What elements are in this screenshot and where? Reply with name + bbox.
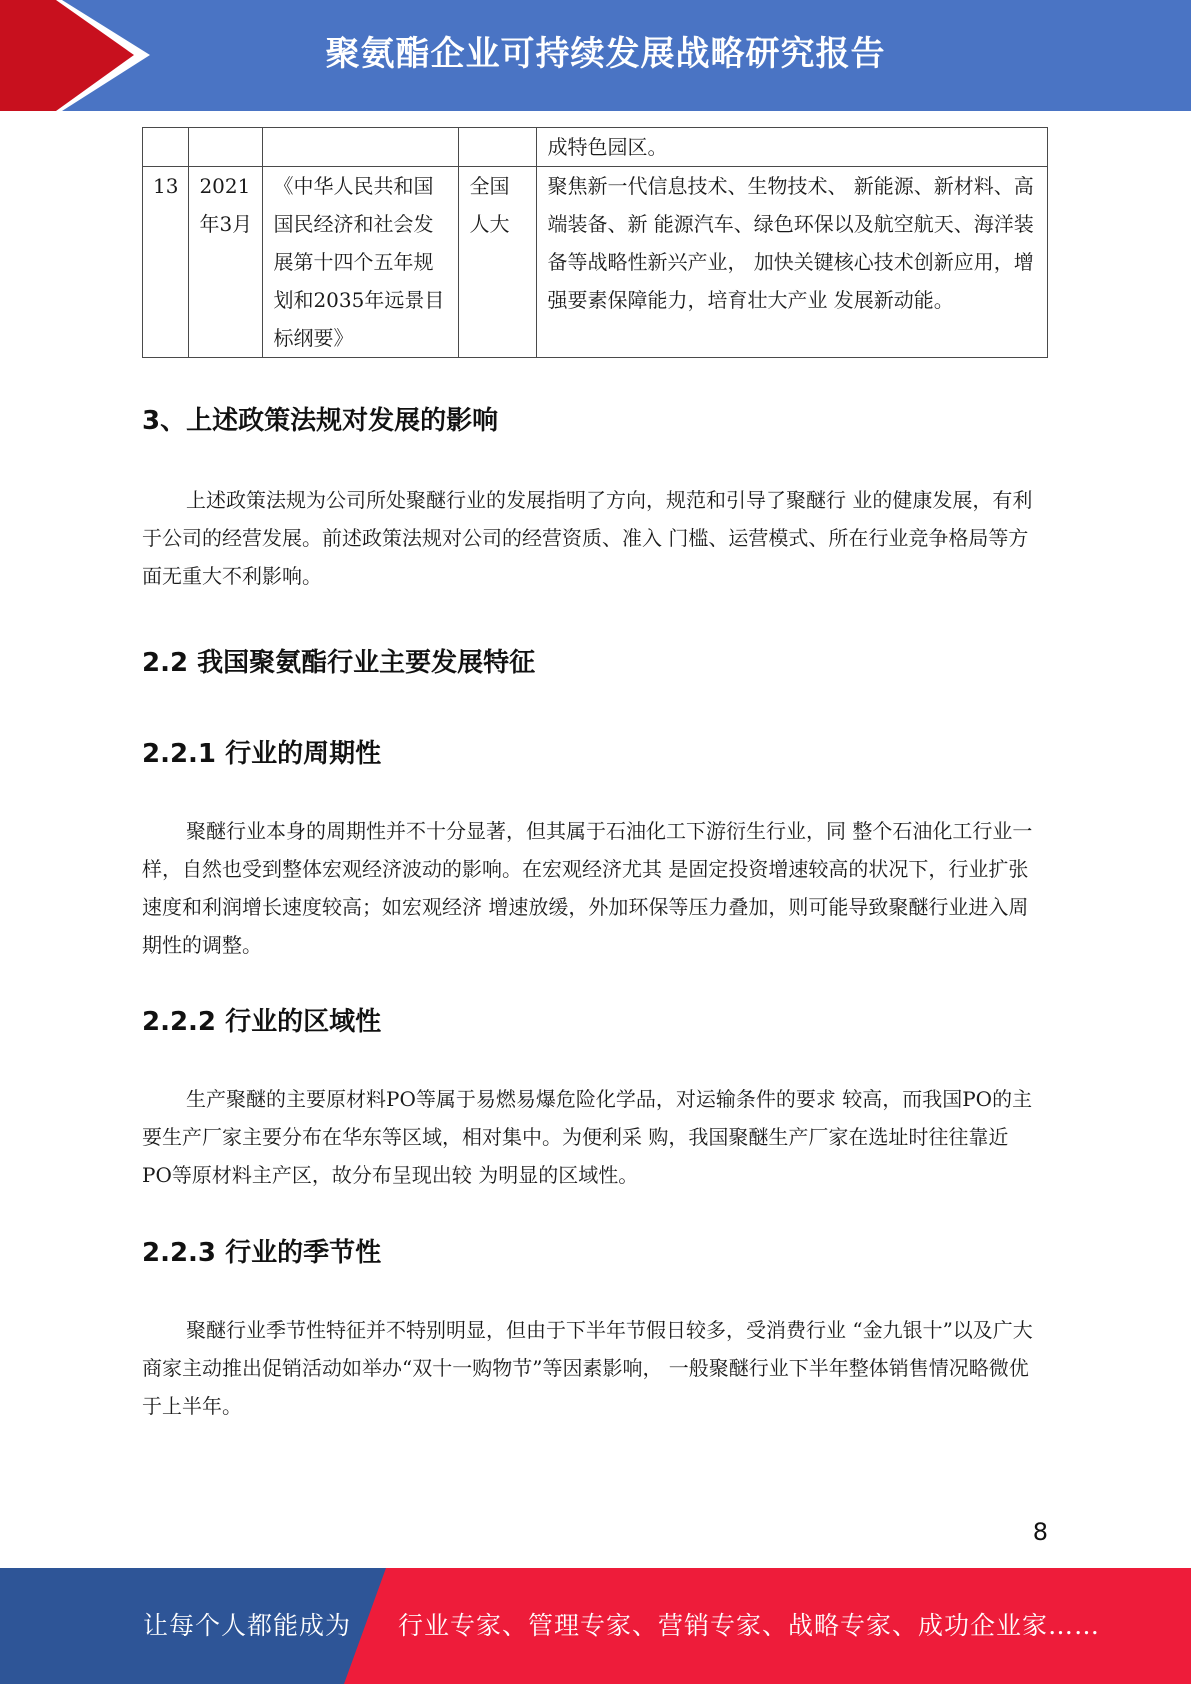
table-cell-no [143, 128, 189, 167]
section-2-2-3-paragraph: 聚醚行业季节性特征并不特别明显，但由于下半年节假日较多，受消费行业 “金九银十”以及广大商家主动推出促销活动如举办“双十一购物节”等因素影响， 一般聚醚行业下半年整体销售情况略微优于上半年。 [142, 1318, 1033, 1418]
section-2-2-2-paragraph: 生产聚醚的主要原材料PO等属于易燃易爆危险化学品，对运输条件的要求 较高，而我国PO的主要生产厂家主要分布在华东等区域，相对集中。为便利采 购，我国聚醚生产厂家在选址时往往靠近PO等原材料主产区，故分布呈现出较 为明显的区域性。 [142, 1087, 1033, 1187]
section-heading-2-2: 2.2 我国聚氨酯行业主要发展特征 [142, 648, 536, 678]
section-2-2-1-paragraph: 聚醚行业本身的周期性并不十分显著，但其属于石油化工下游衍生行业，同 整个石油化工行业一样，自然也受到整体宏观经济波动的影响。在宏观经济尤其 是固定投资增速较高的状况下，行业扩张速度和利润增长速度较高；如宏观经济 增速放缓，外加环保等压力叠加，则可能导致聚醚行业进入周期性的调整。 [142, 819, 1033, 957]
section-heading-2-2-3: 2.2.3 行业的季节性 [142, 1238, 382, 1268]
section-heading-3: 3、上述政策法规对发展的影响 [142, 406, 499, 436]
table-row [143, 128, 1048, 167]
table-cell-content: 聚焦新一代信息技术、生物技术、 新能源、新材料、高端装备、新 能源汽车、绿色环保以及航空航天、海洋装备等战略性新兴产业， 加快关键核心技术创新应用，增 强要素保障能力，培育壮大产业 发展新动能。 [537, 167, 1048, 358]
table-cell-date: 2021年3月 [189, 167, 263, 358]
table-cell-date [189, 128, 263, 167]
footer-slogan-right: 行业专家、管理专家、营销专家、战略专家、成功企业家…… [398, 1611, 1101, 1640]
section-heading-2-2-2: 2.2.2 行业的区域性 [142, 1007, 382, 1037]
footer-slogan-left: 让每个人都能成为 [143, 1611, 352, 1640]
table-cell-no: 13 [143, 167, 189, 358]
section-heading-2-2-1: 2.2.1 行业的周期性 [142, 739, 382, 769]
table-cell-content: 成特色园区。 [537, 128, 1048, 167]
report-title: 聚氨酯企业可持续发展战略研究报告 [325, 34, 886, 74]
table-cell-issuer: 全国人大 [459, 167, 537, 358]
table-cell-name [263, 128, 459, 167]
table-cell-issuer [459, 128, 537, 167]
page-footer [0, 1568, 1191, 1684]
table-row [143, 167, 1048, 358]
table-cell-name: 《中华人民共和国国民经济和社会发展第十四个五年规划和2035年远景目标纲要》 [263, 167, 459, 358]
policy-table [142, 127, 1048, 358]
page-header [0, 0, 1191, 111]
page-number: 8 [1032, 1518, 1048, 1546]
section-3-paragraph: 上述政策法规为公司所处聚醚行业的发展指明了方向，规范和引导了聚醚行 业的健康发展，有利于公司的经营发展。前述政策法规对公司的经营资质、准入 门槛、运营模式、所在行业竞争格局等方面无重大不利影响。 [142, 488, 1033, 588]
